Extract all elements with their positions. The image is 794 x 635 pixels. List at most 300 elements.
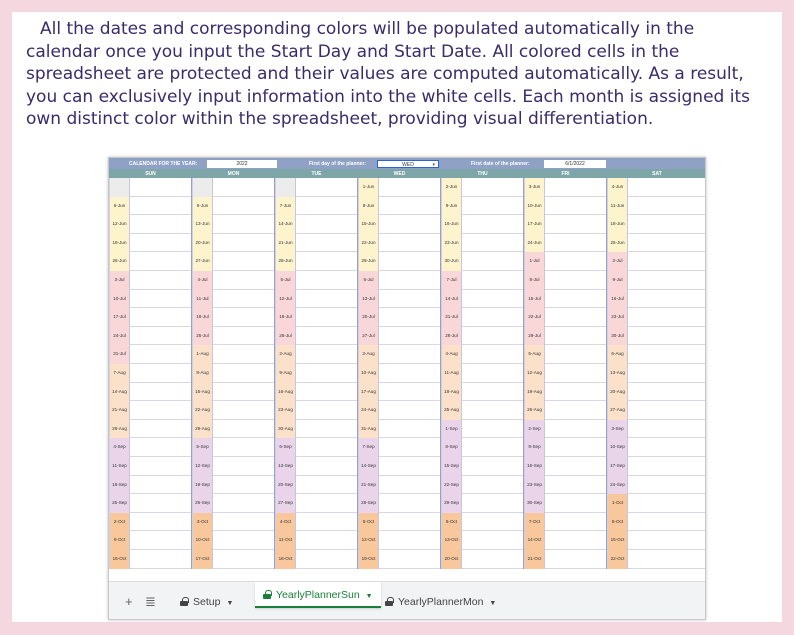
note-cell[interactable] — [628, 401, 706, 420]
date-cell: 13-Jun — [192, 215, 213, 234]
note-cell[interactable] — [545, 327, 607, 346]
date-cell: 8-Jul — [524, 271, 545, 290]
note-cell[interactable] — [213, 252, 275, 271]
date-cell: 28-Sep — [358, 494, 379, 513]
date-cell: 30-Jun — [441, 252, 462, 271]
date-cell: 4-Jul — [192, 271, 213, 290]
note-cell[interactable] — [213, 438, 275, 457]
week-row — [109, 197, 706, 216]
note-cell[interactable] — [545, 383, 607, 402]
note-cell[interactable] — [628, 531, 706, 550]
date-cell: 1-Aug — [192, 345, 213, 364]
date-cell: 3-Oct — [192, 513, 213, 532]
note-cell[interactable] — [296, 178, 358, 197]
note-cell[interactable] — [545, 550, 607, 569]
note-cell[interactable] — [130, 401, 192, 420]
date-cell: 27-Jul — [358, 327, 379, 346]
date-cell — [109, 178, 130, 197]
date-cell: 6-Sep — [275, 438, 296, 457]
date-cell: 26-Jun — [109, 252, 130, 271]
intro-line: own distinct color within the spreadsheet, providing visual differentiation. — [26, 109, 654, 130]
week-row — [109, 178, 706, 197]
note-cell[interactable] — [379, 513, 441, 532]
note-cell[interactable] — [462, 308, 524, 327]
note-cell[interactable] — [213, 531, 275, 550]
note-cell[interactable] — [628, 513, 706, 532]
date-cell: 22-Sep — [441, 476, 462, 495]
date-cell: 19-Jun — [109, 234, 130, 253]
note-cell[interactable] — [379, 178, 441, 197]
date-cell: 27-Aug — [607, 401, 628, 420]
date-cell: 21-Jul — [441, 308, 462, 327]
note-cell[interactable] — [379, 401, 441, 420]
note-cell[interactable] — [545, 513, 607, 532]
note-cell[interactable] — [130, 345, 192, 364]
note-cell[interactable] — [130, 271, 192, 290]
day-header-tue: TUE — [311, 171, 322, 177]
date-cell: 16-Sep — [524, 457, 545, 476]
note-cell[interactable] — [545, 271, 607, 290]
note-cell[interactable] — [379, 197, 441, 216]
content-panel — [12, 12, 782, 622]
date-cell: 3-Sep — [607, 420, 628, 439]
date-cell: 6-Jul — [358, 271, 379, 290]
date-cell: 29-Jul — [524, 327, 545, 346]
tab-label: YearlyPlannerSun — [276, 589, 360, 601]
week-row — [109, 345, 706, 364]
date-cell: 22-Oct — [607, 550, 628, 569]
note-cell[interactable] — [379, 438, 441, 457]
date-cell: 18-Jul — [192, 308, 213, 327]
date-cell: 12-Jun — [109, 215, 130, 234]
note-cell[interactable] — [628, 438, 706, 457]
note-cell[interactable] — [462, 494, 524, 513]
note-cell[interactable] — [628, 550, 706, 569]
note-cell[interactable] — [628, 345, 706, 364]
note-cell[interactable] — [379, 383, 441, 402]
note-cell[interactable] — [462, 513, 524, 532]
lock-icon — [180, 597, 188, 606]
note-cell[interactable] — [130, 178, 192, 197]
date-cell: 17-Jul — [109, 308, 130, 327]
date-cell: 5-Sep — [192, 438, 213, 457]
date-cell: 7-Oct — [524, 513, 545, 532]
list-icon[interactable]: ≣ — [145, 594, 156, 609]
note-cell[interactable] — [628, 197, 706, 216]
note-cell[interactable] — [130, 215, 192, 234]
note-cell[interactable] — [130, 197, 192, 216]
note-cell[interactable] — [379, 271, 441, 290]
date-cell: 19-Jul — [275, 308, 296, 327]
note-cell[interactable] — [296, 494, 358, 513]
note-cell[interactable] — [545, 345, 607, 364]
note-cell[interactable] — [545, 476, 607, 495]
note-cell[interactable] — [213, 234, 275, 253]
note-cell[interactable] — [213, 457, 275, 476]
plus-icon[interactable]: + — [125, 594, 133, 609]
date-cell: 20-Jul — [358, 308, 379, 327]
note-cell[interactable] — [379, 345, 441, 364]
day-header-thu: THU — [477, 171, 488, 177]
note-cell[interactable] — [628, 308, 706, 327]
date-cell: 22-Aug — [192, 401, 213, 420]
intro-line: All the dates and corresponding colors will be populated automatically in the — [40, 19, 695, 39]
date-cell: 15-Jun — [358, 215, 379, 234]
week-row — [109, 550, 706, 569]
note-cell[interactable] — [296, 438, 358, 457]
note-cell[interactable] — [130, 364, 192, 383]
note-cell[interactable] — [130, 420, 192, 439]
date-cell: 25-Jun — [607, 234, 628, 253]
note-cell[interactable] — [213, 345, 275, 364]
note-cell[interactable] — [296, 234, 358, 253]
note-cell[interactable] — [213, 476, 275, 495]
date-cell: 7-Jun — [275, 197, 296, 216]
week-row — [109, 420, 706, 439]
note-cell[interactable] — [628, 327, 706, 346]
date-cell: 19-Aug — [524, 383, 545, 402]
tab-setup[interactable] — [172, 589, 241, 615]
note-cell[interactable] — [213, 364, 275, 383]
date-cell: 12-Aug — [524, 364, 545, 383]
day-header-sat: SAT — [652, 171, 662, 177]
week-row — [109, 308, 706, 327]
date-cell: 27-Jun — [192, 252, 213, 271]
note-cell[interactable] — [296, 531, 358, 550]
date-cell: 30-Jul — [607, 327, 628, 346]
date-cell: 11-Oct — [275, 531, 296, 550]
first-day-dropdown[interactable] — [377, 160, 439, 168]
note-cell[interactable] — [628, 252, 706, 271]
date-cell: 2-Oct — [109, 513, 130, 532]
note-cell[interactable] — [379, 234, 441, 253]
date-cell: 23-Sep — [524, 476, 545, 495]
note-cell[interactable] — [213, 494, 275, 513]
tab-label: Setup — [193, 596, 221, 608]
note-cell[interactable] — [296, 550, 358, 569]
date-cell: 21-Sep — [358, 476, 379, 495]
note-cell[interactable] — [379, 252, 441, 271]
date-cell: 10-Aug — [358, 364, 379, 383]
note-cell[interactable] — [545, 197, 607, 216]
date-cell: 5-Oct — [358, 513, 379, 532]
date-cell: 20-Oct — [441, 550, 462, 569]
note-cell[interactable] — [628, 271, 706, 290]
date-cell: 10-Sep — [607, 438, 628, 457]
date-cell: 9-Jul — [607, 271, 628, 290]
date-cell: 3-Aug — [358, 345, 379, 364]
note-cell[interactable] — [130, 457, 192, 476]
date-cell: 8-Aug — [192, 364, 213, 383]
note-cell[interactable] — [213, 290, 275, 309]
date-cell: 22-Jul — [524, 308, 545, 327]
spreadsheet-window — [108, 157, 706, 620]
note-cell[interactable] — [545, 420, 607, 439]
date-cell: 11-Jul — [192, 290, 213, 309]
date-cell: 27-Sep — [275, 494, 296, 513]
note-cell[interactable] — [628, 364, 706, 383]
note-cell[interactable] — [296, 401, 358, 420]
note-cell[interactable] — [130, 327, 192, 346]
week-row — [109, 234, 706, 253]
note-cell[interactable] — [545, 531, 607, 550]
date-cell — [275, 178, 296, 197]
date-cell: 14-Oct — [524, 531, 545, 550]
tab-label: YearlyPlannerMon — [398, 596, 484, 608]
note-cell[interactable] — [462, 345, 524, 364]
note-cell[interactable] — [296, 383, 358, 402]
note-cell[interactable] — [213, 271, 275, 290]
date-cell: 24-Sep — [607, 476, 628, 495]
note-cell[interactable] — [130, 494, 192, 513]
date-cell: 6-Jun — [192, 197, 213, 216]
date-cell: 15-Aug — [192, 383, 213, 402]
note-cell[interactable] — [130, 550, 192, 569]
note-cell[interactable] — [462, 178, 524, 197]
date-cell: 29-Jun — [358, 252, 379, 271]
date-cell: 18-Sep — [109, 476, 130, 495]
first-day-value: WED — [402, 161, 414, 168]
note-cell[interactable] — [545, 178, 607, 197]
note-cell[interactable] — [628, 476, 706, 495]
note-cell[interactable] — [545, 234, 607, 253]
date-cell: 17-Oct — [192, 550, 213, 569]
note-cell[interactable] — [462, 252, 524, 271]
note-cell[interactable] — [462, 327, 524, 346]
note-cell[interactable] — [462, 215, 524, 234]
week-row — [109, 513, 706, 532]
date-cell: 2-Sep — [524, 420, 545, 439]
date-cell: 17-Aug — [358, 383, 379, 402]
note-cell[interactable] — [628, 494, 706, 513]
date-cell: 4-Sep — [109, 438, 130, 457]
note-cell[interactable] — [296, 308, 358, 327]
date-cell: 14-Jul — [441, 290, 462, 309]
note-cell[interactable] — [462, 234, 524, 253]
date-cell: 3-Jun — [524, 178, 545, 197]
note-cell[interactable] — [379, 215, 441, 234]
note-cell[interactable] — [379, 308, 441, 327]
note-cell[interactable] — [130, 252, 192, 271]
chevron-down-icon: ▼ — [489, 600, 497, 607]
note-cell[interactable] — [296, 327, 358, 346]
date-cell: 14-Aug — [109, 383, 130, 402]
note-cell[interactable] — [379, 327, 441, 346]
tab-yearly-planner-sun[interactable] — [255, 582, 381, 608]
date-cell: 29-Sep — [441, 494, 462, 513]
date-cell: 2-Aug — [275, 345, 296, 364]
note-cell[interactable] — [628, 234, 706, 253]
note-cell[interactable] — [213, 420, 275, 439]
date-cell: 25-Aug — [441, 401, 462, 420]
note-cell[interactable] — [545, 494, 607, 513]
intro-text — [12, 18, 782, 131]
date-cell: 24-Aug — [358, 401, 379, 420]
note-cell[interactable] — [296, 345, 358, 364]
date-cell: 10-Jun — [524, 197, 545, 216]
date-cell: 30-Aug — [275, 420, 296, 439]
date-cell: 28-Aug — [109, 420, 130, 439]
note-cell[interactable] — [379, 494, 441, 513]
date-cell: 12-Oct — [358, 531, 379, 550]
note-cell[interactable] — [130, 383, 192, 402]
tab-yearly-planner-mon[interactable] — [377, 589, 504, 615]
week-row — [109, 531, 706, 550]
note-cell[interactable] — [545, 308, 607, 327]
year-cell[interactable]: 2022 — [207, 160, 277, 168]
date-cell: 8-Sep — [441, 438, 462, 457]
chevron-down-icon: ▼ — [226, 600, 234, 607]
note-cell[interactable] — [462, 271, 524, 290]
intro-line: you can exclusively input information into the white cells. Each month is assigned its — [26, 86, 750, 107]
date-cell: 5-Jul — [275, 271, 296, 290]
date-cell: 31-Aug — [358, 420, 379, 439]
note-cell[interactable] — [462, 550, 524, 569]
date-cell: 21-Jun — [275, 234, 296, 253]
date-cell: 20-Sep — [275, 476, 296, 495]
note-cell[interactable] — [130, 513, 192, 532]
note-cell[interactable] — [296, 252, 358, 271]
date-cell: 4-Aug — [441, 345, 462, 364]
date-cell: 5-Jun — [109, 197, 130, 216]
note-cell[interactable] — [628, 215, 706, 234]
day-header-sun: SUN — [145, 171, 156, 177]
note-cell[interactable] — [130, 438, 192, 457]
note-cell[interactable] — [545, 438, 607, 457]
note-cell[interactable] — [379, 476, 441, 495]
date-cell: 14-Sep — [358, 457, 379, 476]
note-cell[interactable] — [296, 476, 358, 495]
note-cell[interactable] — [462, 438, 524, 457]
planner-settings-bar — [109, 158, 706, 169]
note-cell[interactable] — [296, 364, 358, 383]
date-cell: 1-Oct — [607, 494, 628, 513]
note-cell[interactable] — [130, 234, 192, 253]
note-cell[interactable] — [296, 271, 358, 290]
note-cell[interactable] — [213, 308, 275, 327]
note-cell[interactable] — [545, 364, 607, 383]
week-row — [109, 290, 706, 309]
note-cell[interactable] — [213, 197, 275, 216]
date-cell: 10-Oct — [192, 531, 213, 550]
note-cell[interactable] — [462, 476, 524, 495]
date-cell: 5-Aug — [524, 345, 545, 364]
note-cell[interactable] — [130, 531, 192, 550]
note-cell[interactable] — [379, 550, 441, 569]
note-cell[interactable] — [628, 178, 706, 197]
date-cell: 23-Jun — [441, 234, 462, 253]
note-cell[interactable] — [296, 457, 358, 476]
date-cell: 29-Aug — [192, 420, 213, 439]
weekday-header — [109, 169, 706, 178]
date-cell: 24-Jul — [109, 327, 130, 346]
lock-icon — [263, 590, 271, 599]
date-cell: 7-Sep — [358, 438, 379, 457]
note-cell[interactable] — [296, 513, 358, 532]
date-cell: 21-Oct — [524, 550, 545, 569]
week-row — [109, 383, 706, 402]
date-cell: 18-Jun — [607, 215, 628, 234]
note-cell[interactable] — [213, 401, 275, 420]
note-cell[interactable] — [213, 215, 275, 234]
note-cell[interactable] — [296, 290, 358, 309]
note-cell[interactable] — [462, 531, 524, 550]
date-cell: 10-Jul — [109, 290, 130, 309]
note-cell[interactable] — [545, 252, 607, 271]
note-cell[interactable] — [130, 290, 192, 309]
note-cell[interactable] — [379, 457, 441, 476]
date-cell — [192, 178, 213, 197]
week-row — [109, 476, 706, 495]
note-cell[interactable] — [296, 215, 358, 234]
note-cell[interactable] — [462, 364, 524, 383]
note-cell[interactable] — [130, 476, 192, 495]
date-cell: 7-Jul — [441, 271, 462, 290]
note-cell[interactable] — [462, 401, 524, 420]
note-cell[interactable] — [462, 383, 524, 402]
note-cell[interactable] — [545, 401, 607, 420]
week-row — [109, 271, 706, 290]
note-cell[interactable] — [379, 531, 441, 550]
date-cell: 11-Sep — [109, 457, 130, 476]
date-cell: 11-Aug — [441, 364, 462, 383]
first-date-cell[interactable]: 6/1/2022 — [544, 160, 606, 168]
date-cell: 16-Oct — [109, 550, 130, 569]
note-cell[interactable] — [130, 308, 192, 327]
note-cell[interactable] — [213, 550, 275, 569]
note-cell[interactable] — [296, 197, 358, 216]
note-cell[interactable] — [628, 457, 706, 476]
day-header-wed: WED — [393, 171, 406, 177]
first-date-label: First date of the planner: — [471, 160, 530, 167]
note-cell[interactable] — [213, 383, 275, 402]
note-cell[interactable] — [379, 364, 441, 383]
note-cell[interactable] — [462, 457, 524, 476]
week-row — [109, 401, 706, 420]
note-cell[interactable] — [213, 513, 275, 532]
date-cell: 9-Aug — [275, 364, 296, 383]
lock-icon — [385, 597, 393, 606]
note-cell[interactable] — [213, 178, 275, 197]
note-cell[interactable] — [628, 420, 706, 439]
date-cell: 26-Sep — [192, 494, 213, 513]
week-row — [109, 215, 706, 234]
note-cell[interactable] — [545, 457, 607, 476]
note-cell[interactable] — [462, 290, 524, 309]
date-cell: 6-Oct — [441, 513, 462, 532]
date-cell: 13-Aug — [607, 364, 628, 383]
date-cell: 9-Sep — [524, 438, 545, 457]
note-cell[interactable] — [545, 215, 607, 234]
date-cell: 25-Sep — [109, 494, 130, 513]
date-cell: 20-Jun — [192, 234, 213, 253]
date-cell: 2-Jun — [441, 178, 462, 197]
date-cell: 23-Aug — [275, 401, 296, 420]
date-cell: 15-Sep — [441, 457, 462, 476]
note-cell[interactable] — [545, 290, 607, 309]
note-cell[interactable] — [462, 420, 524, 439]
date-cell: 1-Sep — [441, 420, 462, 439]
note-cell[interactable] — [213, 327, 275, 346]
date-cell: 4-Oct — [275, 513, 296, 532]
note-cell[interactable] — [379, 420, 441, 439]
note-cell[interactable] — [462, 197, 524, 216]
note-cell[interactable] — [628, 290, 706, 309]
week-row — [109, 438, 706, 457]
note-cell[interactable] — [379, 290, 441, 309]
note-cell[interactable] — [628, 383, 706, 402]
note-cell[interactable] — [296, 420, 358, 439]
